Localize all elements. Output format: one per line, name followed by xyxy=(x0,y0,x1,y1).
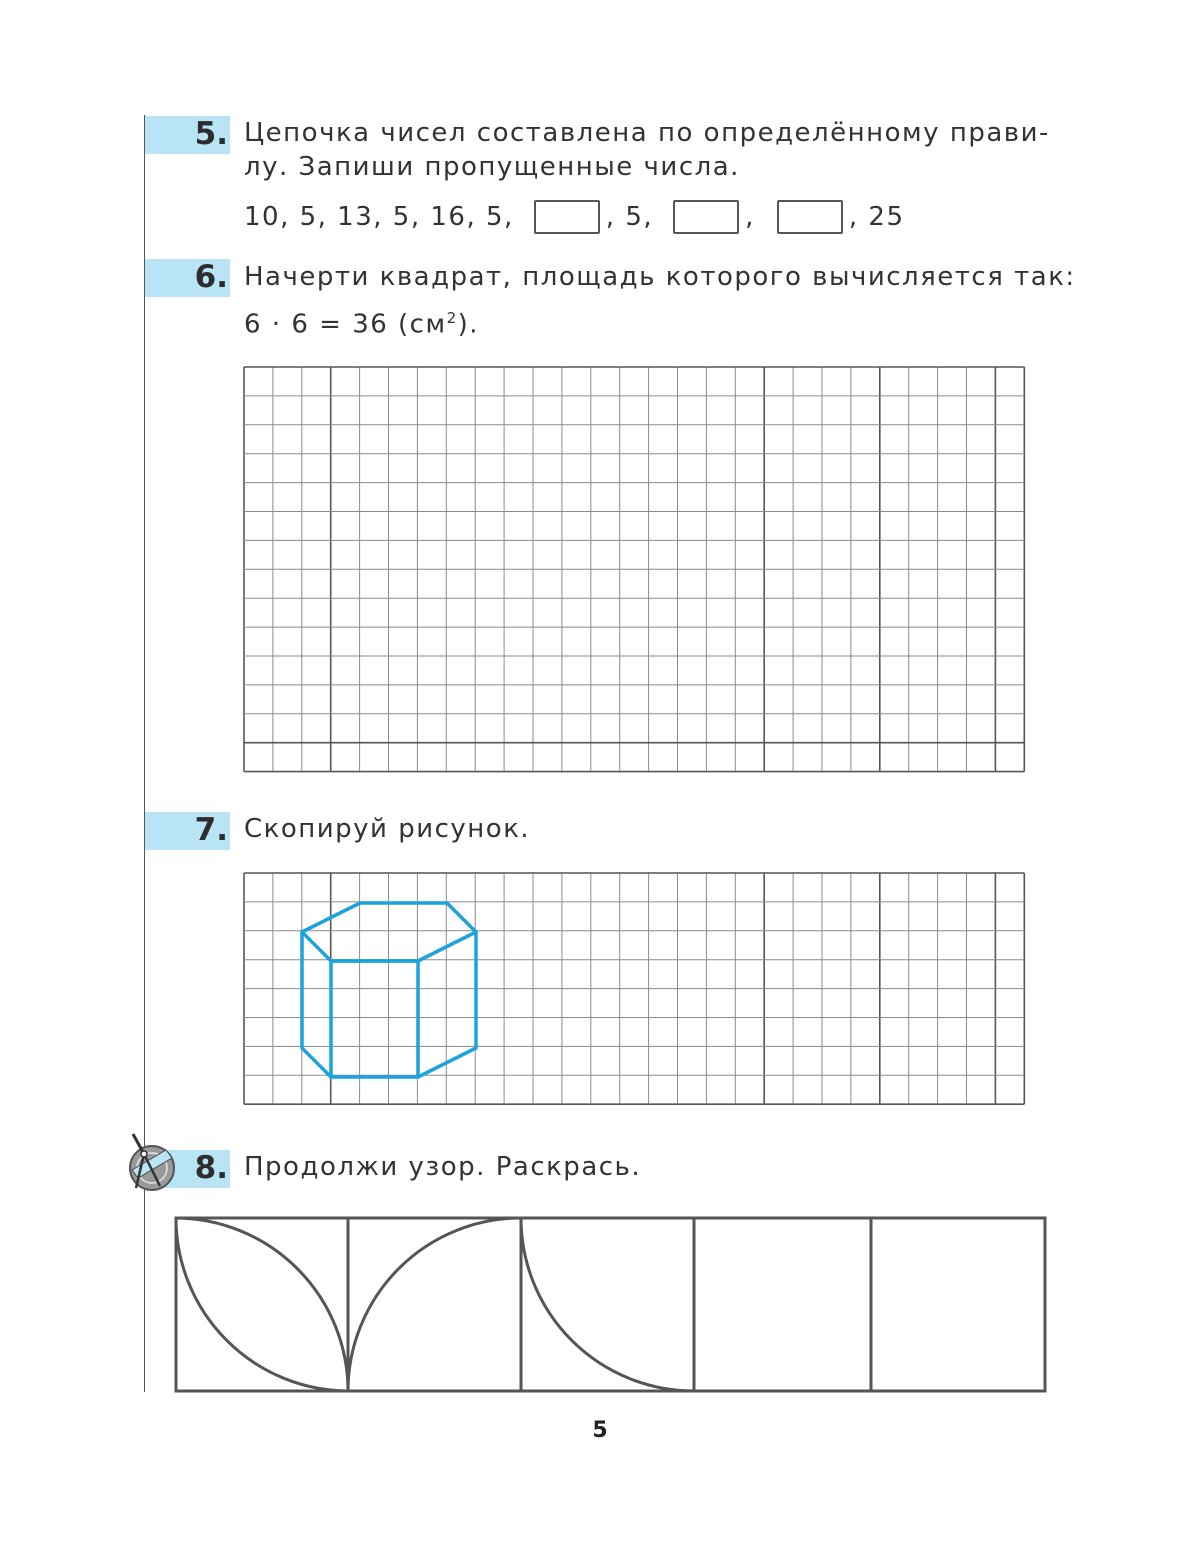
task-7-number: 7. xyxy=(194,812,228,848)
pattern-arc-3 xyxy=(348,1218,521,1391)
task-5-text-line1: Цепочка чисел составлена по определённому прави- xyxy=(244,118,1050,148)
prism-left-edge xyxy=(302,932,331,1077)
task-6-number: 6. xyxy=(194,259,228,295)
pattern-arc-4 xyxy=(521,1218,694,1391)
task-6-text: Начерти квадрат, площадь которого вычисляется так: xyxy=(244,262,1076,292)
sequence-start: 10, 5, 13, 5, 16, 5, xyxy=(244,202,514,232)
copy-grid-task-7[interactable] xyxy=(244,873,1024,1104)
pattern-arc-2 xyxy=(176,1218,348,1391)
compass-ruler-icon xyxy=(130,1134,174,1190)
sequence-end: , 25 xyxy=(848,202,905,232)
formula-text: 6 · 6 = 36 (см xyxy=(244,309,447,340)
formula-exponent: 2 xyxy=(446,309,458,327)
pattern-arc-1 xyxy=(176,1218,348,1391)
task-5-text-line2: лу. Запиши пропущенные числа. xyxy=(244,152,740,182)
sequence-mid-2: , xyxy=(745,202,755,232)
task-8-number: 8. xyxy=(194,1150,228,1186)
pattern-strip[interactable] xyxy=(176,1218,1045,1391)
prism-front-face xyxy=(331,961,418,1077)
sequence-mid-1: , 5, xyxy=(605,202,654,232)
drawing-grid-task-6[interactable] xyxy=(244,367,1024,772)
task-5-number: 5. xyxy=(194,116,228,152)
prism-right-edge xyxy=(418,932,476,1077)
task-8-text: Продолжи узор. Раскрась. xyxy=(244,1152,642,1182)
task-7-text: Скопируй рисунок. xyxy=(244,814,531,844)
page-number: 5 xyxy=(592,1418,608,1443)
formula-end: ). xyxy=(457,309,480,340)
pattern-border xyxy=(176,1218,1045,1391)
